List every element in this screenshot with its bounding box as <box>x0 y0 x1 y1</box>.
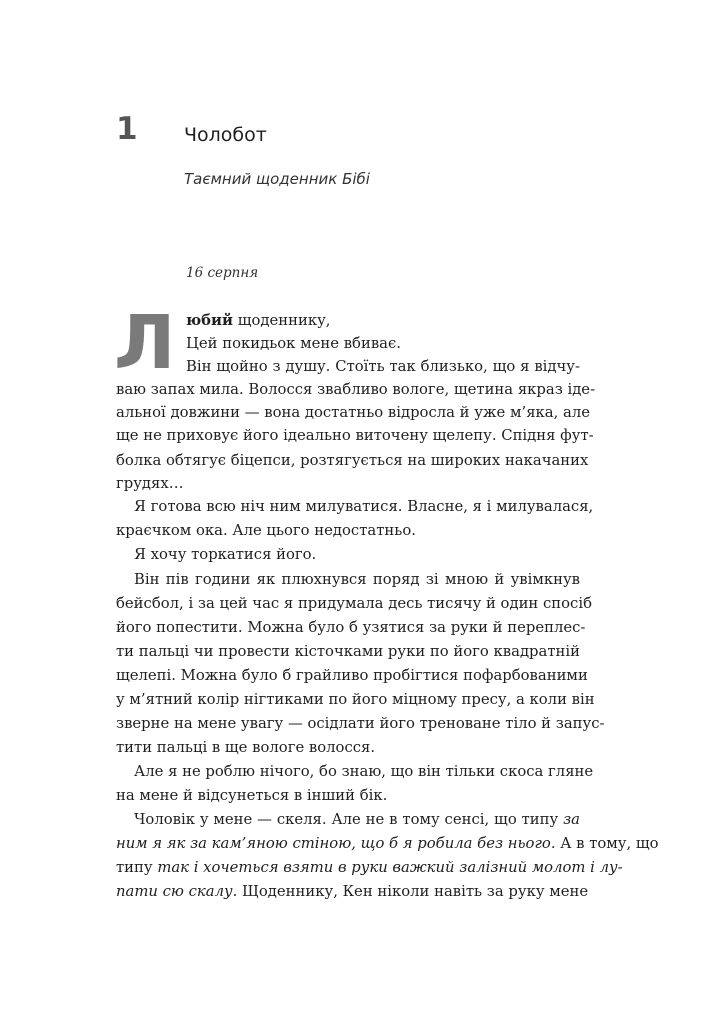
text-line: краєчком ока. Але цього недостатньо. <box>116 522 416 539</box>
italic-run: ним я як за кам’яною стіною, що б я робила без нього. <box>116 835 556 852</box>
chapter-number: 1 <box>116 111 138 147</box>
salutation-rest: щоденнику, <box>233 312 331 329</box>
text-line: його попестити. Можна було б узятися за руки й переплес- <box>116 619 586 636</box>
text-line: бейсбол, і за цей час я придумала десь тисячу й один спосіб <box>116 595 592 612</box>
text-run: А в тому, що <box>555 835 659 852</box>
text-line <box>116 882 589 902</box>
chapter-subtitle: Таємний щоденник Бібі <box>184 170 370 188</box>
text-run: Чоловік у мене — скеля. Але не в тому сенсі, що типу <box>134 811 564 828</box>
text-line: Він пів години як плюхнувся поряд зі мною й увімкнув <box>134 571 580 588</box>
text-line: тити пальці в ще вологе волосся. <box>116 739 376 756</box>
italic-run: за <box>563 811 580 828</box>
salutation-bold: юбий <box>186 312 233 329</box>
entry-date: 16 серпня <box>186 265 259 281</box>
text-line <box>186 311 580 331</box>
text-line: ваю запах мила. Волосся звабливо вологе, щетина якраз іде- <box>116 381 596 398</box>
text-line: ти пальці чи провести кісточками руки по його квадратній <box>116 643 580 660</box>
text-line: Цей покидьок мене вбиває. <box>186 335 401 352</box>
text-line: болка обтягує біцепси, розтягується на широких накачаних <box>116 452 589 469</box>
chapter-title: Чолобот <box>184 124 267 146</box>
italic-run: так і хочеться взяти в руки важкий залізний молот і лу- <box>157 859 623 876</box>
text-line: Я готова всю ніч ним милуватися. Власне, я і милувалася, <box>134 498 594 515</box>
text-line <box>116 810 580 830</box>
text-line <box>116 858 623 878</box>
italic-run: пати сю скалу. <box>116 883 238 900</box>
text-line: Але я не роблю нічого, бо знаю, що він тільки скоса гляне <box>134 763 594 780</box>
text-line: Я хочу торкатися його. <box>134 546 317 563</box>
text-line <box>116 834 659 854</box>
text-line: ще не приховує його ідеально виточену щелепу. Спідня фут- <box>116 427 594 444</box>
text-line: альної довжини — вона достатньо відросла й уже м’яка, але <box>116 404 591 421</box>
text-line: на мене й відсунеться в інший бік. <box>116 787 388 804</box>
text-line: Він щойно з душу. Стоїть так близько, що я відчу- <box>186 358 580 375</box>
drop-cap: Л <box>114 300 176 386</box>
text-run: Щоденнику, Кен ніколи навіть за руку мене <box>237 883 589 900</box>
text-line: грудях… <box>116 475 184 492</box>
text-line: зверне на мене увагу — осідлати його треноване тіло й запус- <box>116 715 605 732</box>
text-line: у м’ятний колір нігтиками по його міцному пресу, а коли він <box>116 691 595 708</box>
text-run: типу <box>116 859 158 876</box>
text-line: щелепі. Можна було б грайливо пробігтися пофарбованими <box>116 667 588 684</box>
